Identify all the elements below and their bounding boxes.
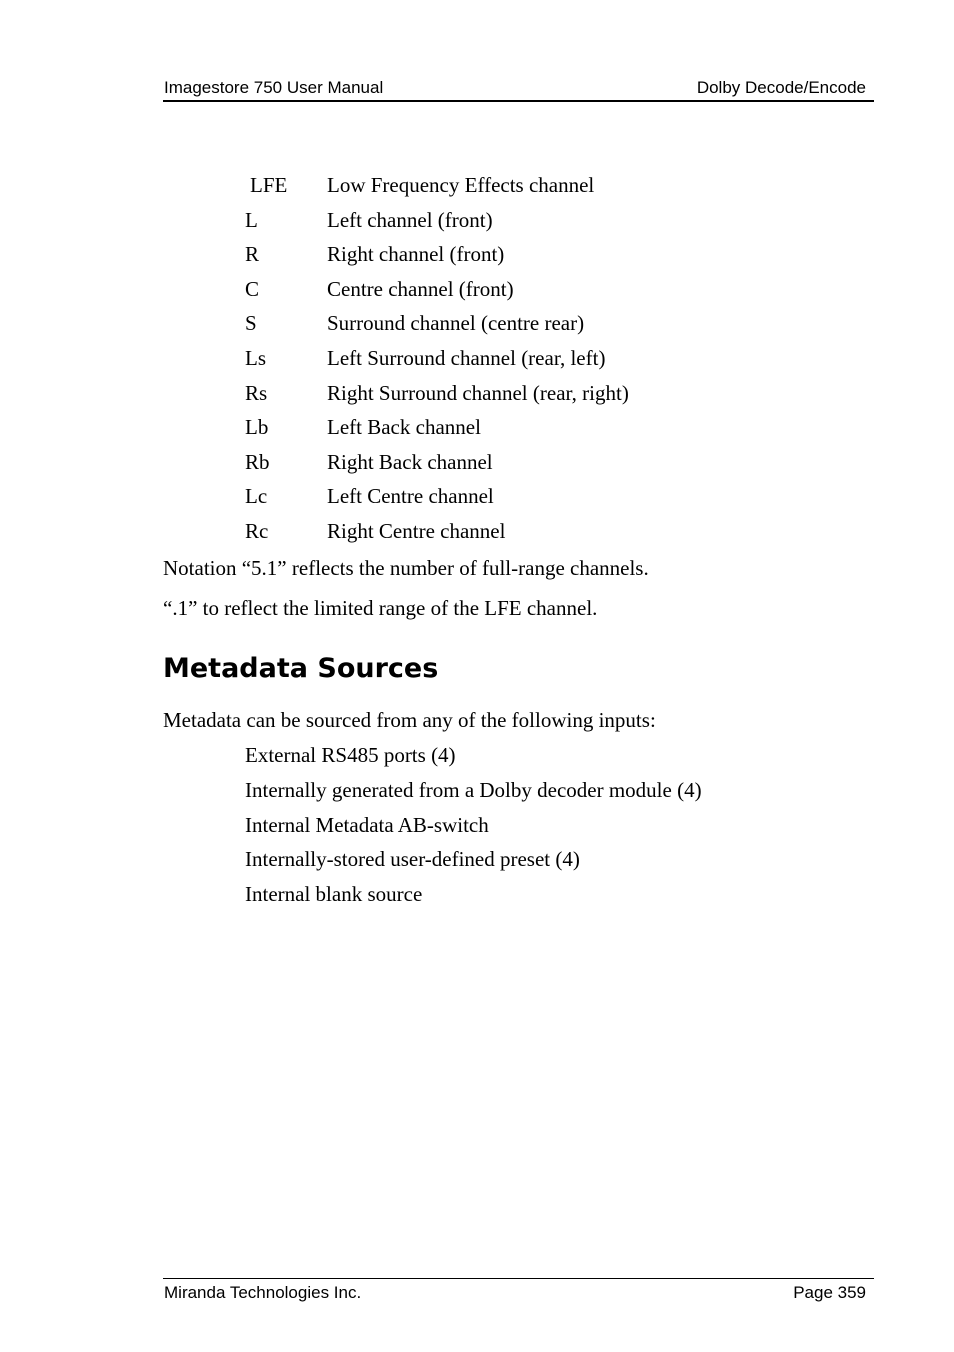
list-item: External RS485 ports (4) (245, 743, 456, 767)
channel-row-lb (163, 410, 874, 445)
channel-description: Low Frequency Effects channel (327, 173, 595, 197)
list-item: Internal blank source (245, 882, 423, 907)
channel-code: Rc (245, 518, 269, 543)
footer-company: Miranda Technologies Inc. (164, 1283, 362, 1302)
channel-description: Surround channel (centre rear) (327, 311, 585, 336)
list-item: Internally generated from a Dolby decoder module (4) (245, 777, 702, 802)
channel-code: L (245, 207, 258, 232)
page-footer (163, 1278, 874, 1309)
header-chapter-title: Dolby Decode/Encode (696, 78, 866, 97)
channel-row-c (163, 272, 874, 307)
channel-description: Left Centre channel (327, 484, 494, 509)
channel-code: S (245, 311, 257, 336)
channel-row-lc (163, 479, 874, 514)
channel-code: Lb (245, 415, 269, 440)
channel-description: Right channel (front) (327, 242, 505, 267)
channel-code: Rs (245, 380, 268, 405)
page-number: Page 359 (793, 1283, 866, 1302)
channel-description: Right Centre channel (327, 518, 506, 543)
channel-description: Right Back channel (327, 449, 493, 474)
channel-row-rc (163, 514, 874, 549)
channel-row-lfe (163, 168, 874, 203)
channel-row-ls (163, 341, 874, 376)
header-manual-title: Imagestore 750 User Manual (164, 78, 384, 97)
channel-row-s (163, 306, 874, 341)
channel-code: Ls (245, 345, 266, 370)
section-heading: Metadata Sources (163, 653, 439, 684)
lfe-note-paragraph: “.1” to reflect the limited range of the LFE channel. (163, 596, 598, 620)
channel-description: Left Back channel (327, 415, 481, 440)
channel-code: Lc (245, 484, 268, 509)
source-list (245, 738, 702, 912)
channel-description: Right Surround channel (rear, right) (327, 380, 629, 405)
channel-row-r (163, 237, 874, 272)
channel-description: Left Surround channel (rear, left) (327, 345, 606, 370)
channel-code: LFE (250, 173, 288, 197)
channel-row-rb (163, 445, 874, 480)
channel-description: Left channel (front) (327, 207, 493, 232)
channel-row-rs (163, 376, 874, 411)
channel-code: C (245, 276, 260, 301)
notation-paragraph: Notation “5.1” reflects the number of full-range channels. (163, 556, 649, 580)
channel-list (163, 168, 874, 549)
channel-code: R (245, 242, 260, 267)
channel-description: Centre channel (front) (327, 276, 514, 301)
page-content (163, 168, 874, 907)
list-item: Internally-stored user-defined preset (4) (245, 847, 580, 872)
page-header (163, 76, 874, 102)
list-item: Internal Metadata AB-switch (245, 812, 489, 837)
section-intro: Metadata can be sourced from any of the following inputs: (163, 708, 656, 732)
channel-code: Rb (245, 449, 270, 474)
channel-row-l (163, 203, 874, 238)
